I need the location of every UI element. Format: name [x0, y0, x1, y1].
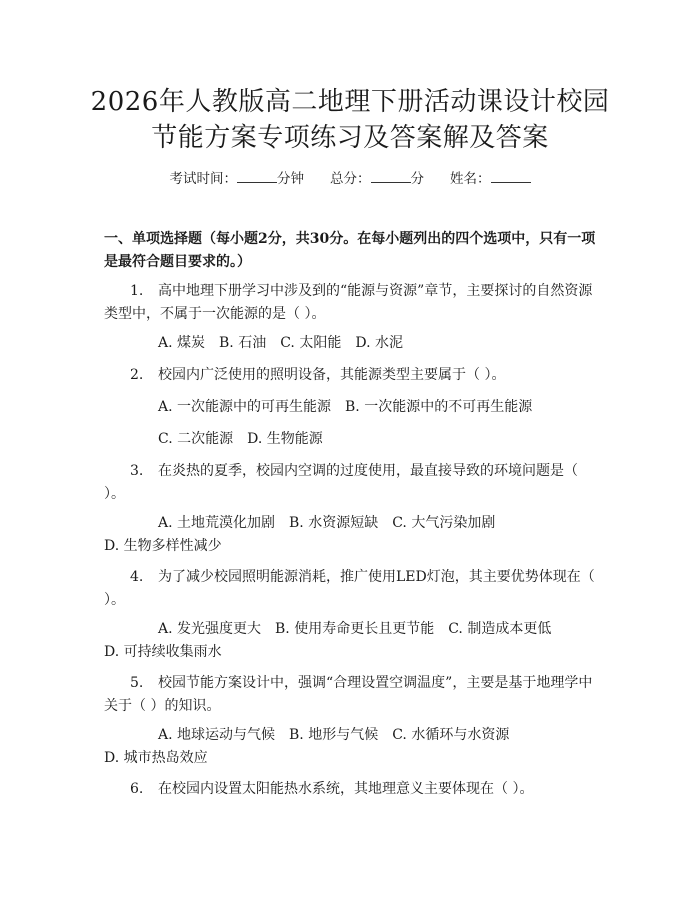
exam-info — [0, 170, 700, 188]
option[interactable]: D. 生物能源 — [247, 431, 323, 447]
question-number: 3. — [130, 463, 144, 479]
question-text: 为了减少校园照明能源消耗，推广使用LED灯泡，其主要优势体现在（ ）。 — [104, 569, 595, 608]
question-2-options-row1 — [104, 396, 600, 419]
option[interactable]: B. 石油 — [219, 335, 267, 351]
option[interactable]: D. 生物多样性减少 — [104, 538, 222, 554]
question-1 — [104, 280, 600, 326]
option[interactable]: D. 城市热岛效应 — [104, 750, 208, 766]
question-2 — [104, 364, 600, 387]
question-3 — [104, 460, 600, 506]
question-4-options — [104, 618, 600, 664]
time-unit: 分钟 — [277, 171, 304, 187]
option[interactable]: A. 地球运动与气候 — [158, 727, 276, 743]
question-6 — [104, 778, 600, 801]
question-text: 在炎热的夏季，校园内空调的过度使用，最直接导致的环境问题是（ ）。 — [104, 463, 578, 502]
question-number: 1. — [130, 283, 144, 299]
option[interactable]: B. 水资源短缺 — [289, 515, 379, 531]
option[interactable]: C. 太阳能 — [280, 335, 342, 351]
question-1-options — [104, 332, 600, 355]
time-label: 考试时间： — [169, 171, 237, 187]
option[interactable]: A. 土地荒漠化加剧 — [158, 515, 276, 531]
option[interactable]: C. 水循环与水资源 — [392, 727, 510, 743]
option[interactable]: B. 使用寿命更长且更节能 — [275, 621, 435, 637]
option[interactable]: A. 一次能源中的可再生能源 — [158, 399, 332, 415]
question-5-options — [104, 724, 600, 770]
name-label: 姓名： — [450, 171, 491, 187]
question-number: 5. — [130, 675, 144, 691]
document-title-line2: 节能方案专项练习及答案解及答案 — [151, 123, 549, 153]
time-blank[interactable] — [237, 170, 277, 183]
question-4 — [104, 566, 600, 612]
question-number: 2. — [130, 367, 144, 383]
question-text: 校园内广泛使用的照明设备，其能源类型主要属于（ ）。 — [158, 367, 506, 383]
document-title-line1: 2026年人教版高二地理下册活动课设计校园 — [90, 87, 610, 117]
option[interactable]: B. 地形与气候 — [289, 727, 379, 743]
option[interactable]: A. 发光强度更大 — [158, 621, 262, 637]
question-number: 6. — [130, 781, 144, 797]
option[interactable]: C. 二次能源 — [158, 431, 234, 447]
option[interactable]: D. 水泥 — [355, 335, 403, 351]
name-blank[interactable] — [491, 170, 531, 183]
score-blank[interactable] — [371, 170, 411, 183]
score-label: 总分： — [330, 171, 371, 187]
option[interactable]: A. 煤炭 — [158, 335, 206, 351]
option[interactable]: D. 可持续收集雨水 — [104, 644, 222, 660]
question-2-options-row2 — [104, 428, 600, 451]
question-text: 高中地理下册学习中涉及到的“能源与资源”章节，主要探讨的自然资源类型中，不属于一次能源的是（ ）。 — [104, 283, 593, 322]
option[interactable]: B. 一次能源中的不可再生能源 — [345, 399, 533, 415]
question-5 — [104, 672, 600, 718]
question-3-options — [104, 512, 600, 558]
section-heading: 一、单项选择题（每小题2分，共30分。在每小题列出的四个选项中，只有一项是最符合题目要求的。） — [104, 231, 596, 270]
question-number: 4. — [130, 569, 144, 585]
question-text: 在校园内设置太阳能热水系统，其地理意义主要体现在（ ）。 — [158, 781, 534, 797]
score-unit: 分 — [410, 171, 424, 187]
question-text: 校园节能方案设计中，强调“合理设置空调温度”，主要是基于地理学中关于（ ）的知识。 — [104, 675, 593, 714]
option[interactable]: C. 制造成本更低 — [448, 621, 552, 637]
option[interactable]: C. 大气污染加剧 — [392, 515, 496, 531]
